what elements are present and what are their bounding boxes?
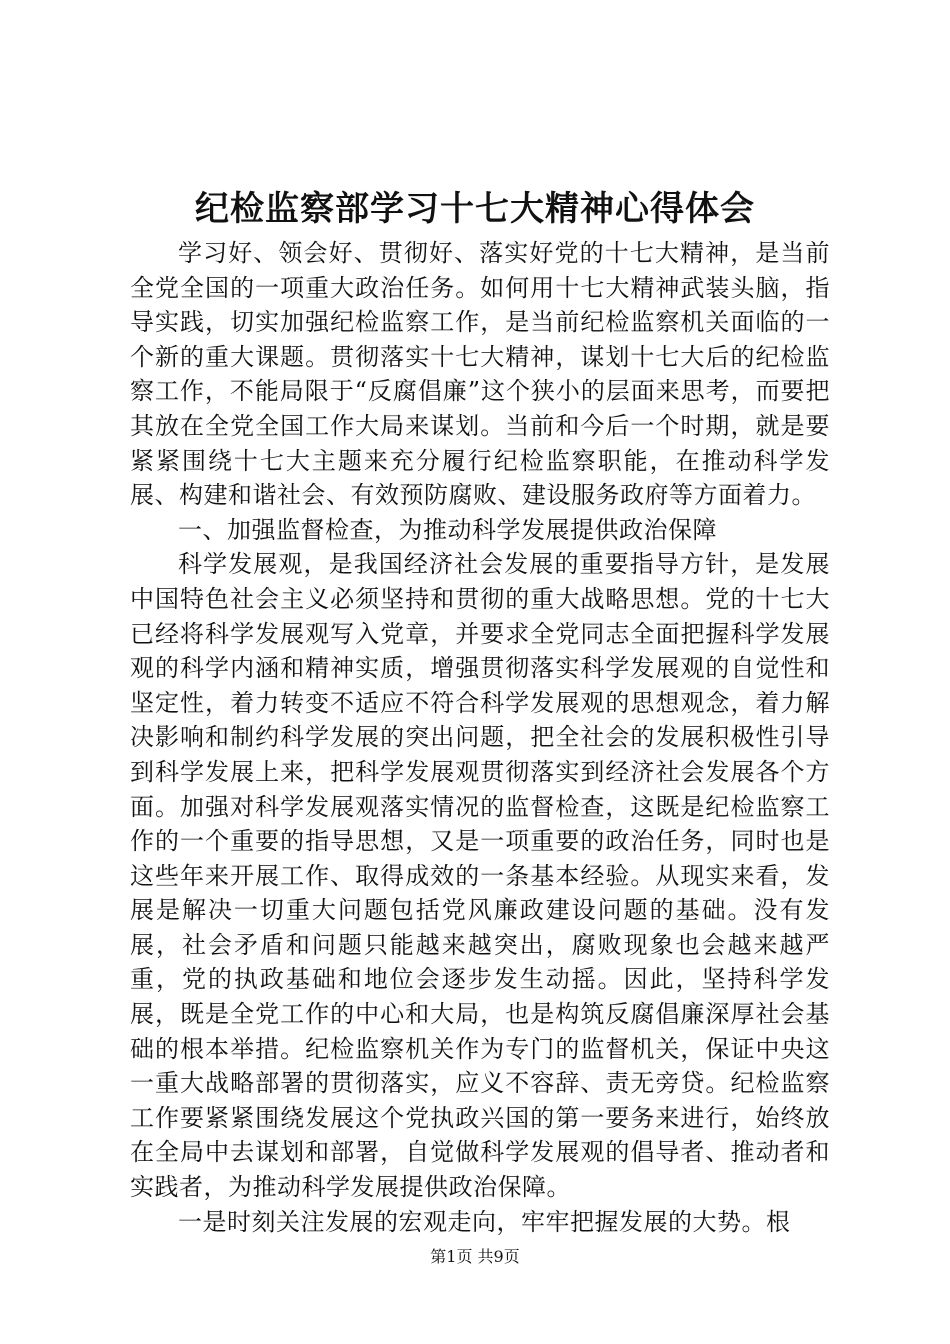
body-paragraph: 学习好、领会好、贯彻好、落实好党的十七大精神，是当前全党全国的一项重大政治任务。如何用十七大精神武装头脑，指导实践，切实加强纪检监察工作，是当前纪检监察机关面临的一个新的重大课题。贯彻落实十七大精神，谋划十七大后的纪检监察工作，不能局限于“反腐倡廉”这个狭小的层面来思考，而要把其放在全党全国工作大局来谋划。当前和今后一个时期，就是要紧紧围绕十七大主题来充分履行纪检监察职能，在推动科学发展、构建和谐社会、有效预防腐败、建设服务政府等方面着力。 — [130, 239, 830, 510]
page-footer: 第1页 共9页 — [430, 1247, 520, 1266]
document-body — [130, 236, 830, 1239]
document-title: 纪检监察部学习十七大精神心得体会 — [195, 189, 755, 229]
body-paragraph: 科学发展观，是我国经济社会发展的重要指导方针，是发展中国特色社会主义必须坚持和贯彻的重大战略思想。党的十七大已经将科学发展观写入党章，并要求全党同志全面把握科学发展观的科学内涵和精神实质，增强贯彻落实科学发展观的自觉性和坚定性，着力转变不适应不符合科学发展观的思想观念，着力解决影响和制约科学发展的突出问题，把全社会的发展积极性引导到科学发展上来，把科学发展观贯彻落实到经济社会发展各个方面。加强对科学发展观落实情况的监督检查，这既是纪检监察工作的一个重要的指导思想，又是一项重要的政治任务，同时也是这些年来开展工作、取得成效的一条基本经验。从现实来看，发展是解决一切重大问题包括党风廉政建设问题的基础。没有发展，社会矛盾和问题只能越来越突出，腐败现象也会越来越严重，党的执政基础和地位会逐步发生动摇。因此，坚持科学发展，既是全党工作的中心和大局，也是构筑反腐倡廉深厚社会基础的根本举措。纪检监察机关作为专门的监督机关，保证中央这一重大战略部署的贯彻落实，应义不容辞、责无旁贷。纪检监察工作要紧紧围绕发展这个党执政兴国的第一要务来进行，始终放在全局中去谋划和部署，自觉做科学发展观的倡导者、推动者和实践者，为推动科学发展提供政治保障。 — [130, 550, 830, 1202]
body-paragraph: 一是时刻关注发展的宏观走向，牢牢把握发展的大势。根 — [178, 1207, 791, 1236]
section-heading: 一、加强监督检查，为推动科学发展提供政治保障 — [178, 515, 717, 544]
